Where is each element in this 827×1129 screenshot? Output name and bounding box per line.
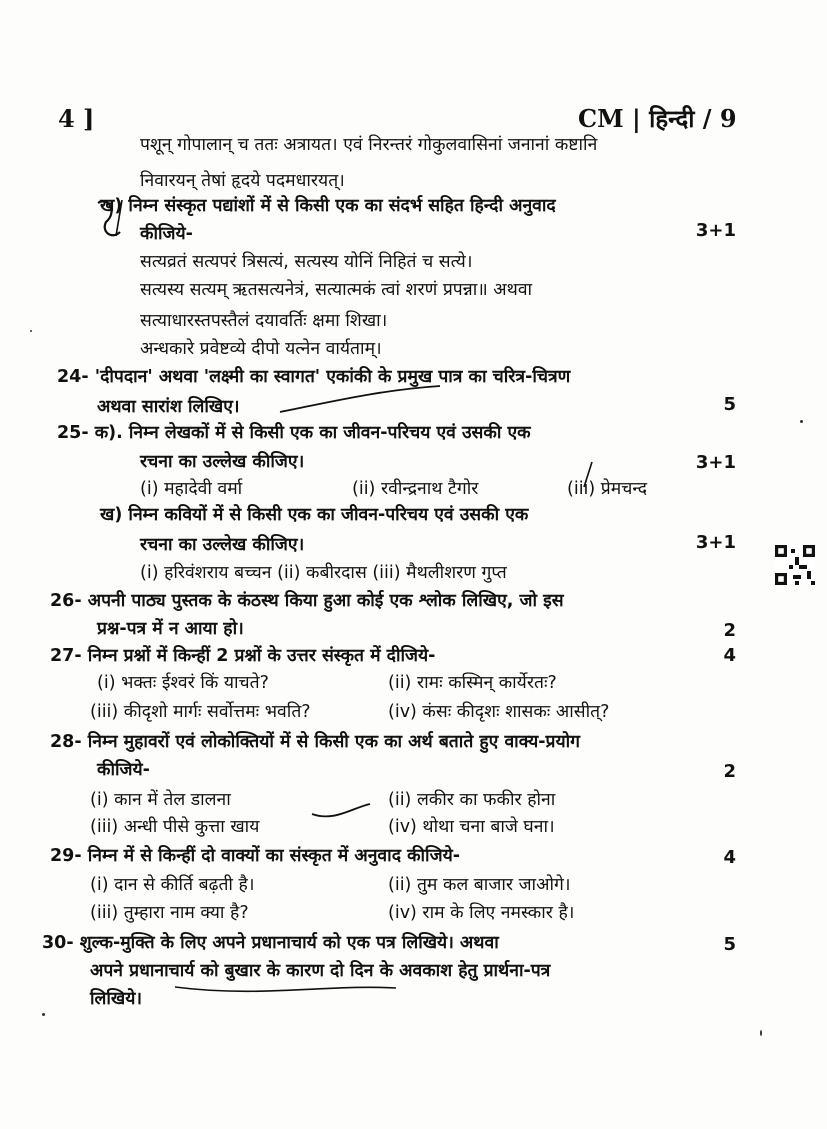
question-23b: ख) निम्न संस्कृत पद्यांशों में से किसी एक का संदर्भ सहित हिन्दी अनुवाद xyxy=(100,196,556,216)
pen-stroke xyxy=(312,804,370,816)
question-24: 24- 'दीपदान' अथवा 'लक्ष्मी का स्वागत' एकांकी के प्रमुख पात्र का चरित्र-चित्रण xyxy=(57,367,571,387)
option-item: (iv) कंसः कीदृशः शासकः आसीत्? xyxy=(388,702,610,722)
sanskrit-passage-line: पशून् गोपालान् च ततः अत्रायत। एवं निरन्तरं गोकुलवासिनां जनानां कष्टानि xyxy=(140,135,598,155)
question-30-cont: लिखिये। xyxy=(90,989,143,1009)
question-25a: 25- क). निम्न लेखकों में से किसी एक का जीवन-परिचय एवं उसकी एक xyxy=(57,423,531,443)
option-item: (ii) लकीर का फकीर होना xyxy=(388,790,556,810)
scan-speck xyxy=(800,420,803,423)
option-item: (i) दान से कीर्ति बढ़ती है। xyxy=(90,875,255,895)
question-25a-cont: रचना का उल्लेख कीजिए। xyxy=(140,452,305,472)
marks-28: 2 xyxy=(723,761,736,782)
option-item: (iv) थोथा चना बाजे घना। xyxy=(388,817,555,837)
marks-25b: 3+1 xyxy=(695,532,736,553)
page-header-right: CM | हिन्दी / 9 xyxy=(578,104,737,133)
question-25b: ख) निम्न कवियों में से किसी एक का जीवन-परिचय एवं उसकी एक xyxy=(100,505,529,525)
marks-26: 2 xyxy=(723,620,736,641)
page-number-left: 4 ] xyxy=(58,104,95,133)
option-item: (iv) राम के लिए नमस्कार है। xyxy=(388,903,575,923)
option-item: (ii) रवीन्द्रनाथ टैगोर xyxy=(352,479,479,499)
question-29: 29- निम्न में से किन्हीं दो वाक्यों का संस्कृत में अनुवाद कीजिये- xyxy=(50,846,460,866)
pen-stroke xyxy=(116,200,122,236)
option-item: (i) महादेवी वर्मा xyxy=(140,479,243,499)
verse-line: सत्यस्य सत्यम् ऋतसत्यनेत्रं, सत्यात्मकं त्वां शरणं प्रपन्ना॥ अथवा xyxy=(140,280,533,300)
question-28-cont: कीजिये- xyxy=(97,760,150,780)
option-item: (ii) रामः कस्मिन् कार्येरतः? xyxy=(388,673,557,693)
option-item: (i) कान में तेल डालना xyxy=(90,790,231,810)
marks-27: 4 xyxy=(723,645,736,666)
question-26: 26- अपनी पाठ्य पुस्तक के कंठस्थ किया हुआ कोई एक श्लोक लिखिए, जो इस xyxy=(50,591,564,611)
scan-speck xyxy=(760,1030,762,1036)
option-item: (i) भक्तः ईश्वरं किं याचते? xyxy=(97,673,269,693)
option-item: (iii) तुम्हारा नाम क्या है? xyxy=(90,903,249,923)
question-27: 27- निम्न प्रश्नों में किन्हीं 2 प्रश्नों के उत्तर संस्कृत में दीजिये- xyxy=(50,646,436,666)
question-23b-cont: कीजिये- xyxy=(140,224,193,244)
question-30-cont: अपने प्रधानाचार्य को बुखार के कारण दो दिन के अवकाश हेतु प्रार्थना-पत्र xyxy=(90,961,551,981)
underline-pen-mark xyxy=(280,386,440,412)
marks-30: 5 xyxy=(723,934,736,955)
tick-pen-mark xyxy=(584,462,592,487)
question-30: 30- शुल्क-मुक्ति के लिए अपने प्रधानाचार्य को एक पत्र लिखिये। अथवा xyxy=(42,933,499,953)
question-24-cont: अथवा सारांश लिखिए। xyxy=(97,397,240,417)
verse-line: अन्धकारे प्रवेष्टव्ये दीपो यत्नेन वार्यताम्। xyxy=(140,339,382,359)
option-item: (ii) तुम कल बाजार जाओगे। xyxy=(388,875,571,895)
sanskrit-passage-line: निवारयन् तेषां हृदये पदमधारयत्। xyxy=(140,171,345,191)
marks-24: 5 xyxy=(723,394,736,415)
question-26-cont: प्रश्न-पत्र में न आया हो। xyxy=(97,619,244,639)
marks-25a: 3+1 xyxy=(695,452,736,473)
marks-23: 3+1 xyxy=(695,220,736,241)
question-25b-cont: रचना का उल्लेख कीजिए। xyxy=(140,535,305,555)
underline-pen-mark xyxy=(175,987,396,991)
option-item: (iii) प्रेमचन्द xyxy=(567,479,648,499)
verse-line: सत्याधारस्तपस्तैलं दयावर्तिः क्षमा शिखा। xyxy=(140,311,388,331)
option-item: (iii) अन्धी पीसे कुत्ता खाय xyxy=(90,817,260,837)
verse-line: सत्यव्रतं सत्यपरं त्रिसत्यं, सत्यस्य योनिं निहितं च सत्ये। xyxy=(140,252,473,272)
question-28: 28- निम्न मुहावरों एवं लोकोक्तियों में से किसी एक का अर्थ बताते हुए वाक्य-प्रयोग xyxy=(50,732,580,752)
qr-code-icon xyxy=(775,545,815,585)
scan-speck xyxy=(30,330,32,332)
option-item: (iii) कीदृशो मार्गः सर्वोत्तमः भवति? xyxy=(90,702,311,722)
marks-29: 4 xyxy=(723,847,736,868)
option-list: (i) हरिवंशराय बच्चन (ii) कबीरदास (iii) मैथलीशरण गुप्त xyxy=(140,563,507,583)
scan-speck xyxy=(42,1013,45,1016)
